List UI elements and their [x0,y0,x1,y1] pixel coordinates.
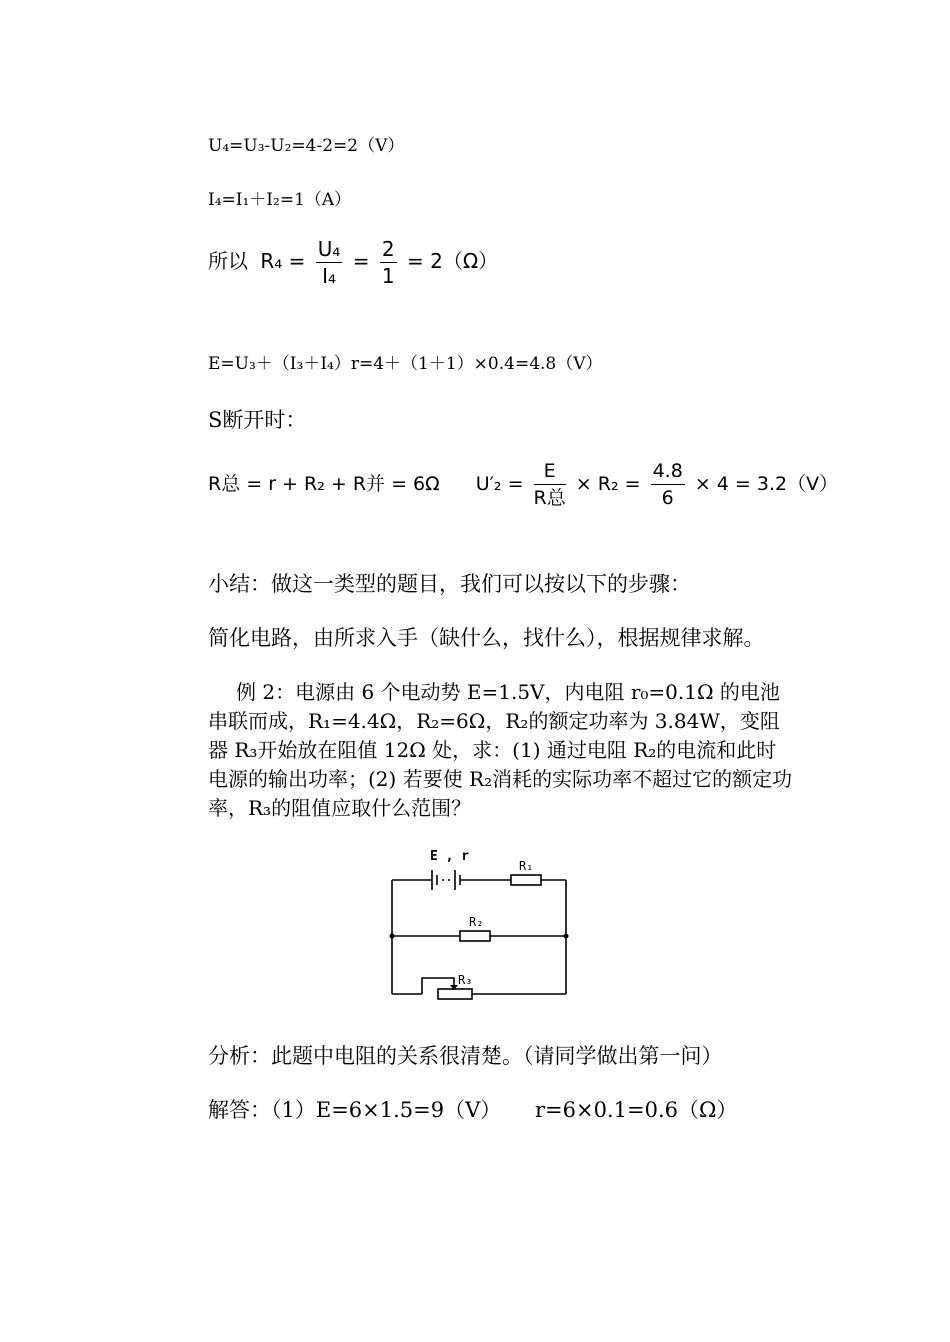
label-r2: R₂ [469,915,484,929]
eq-r-total: R总 = r + R₂ + R并 = 6Ω [208,473,440,495]
eq-r4-equals: = [352,249,370,273]
example-2: 例 2：电源由 6 个电动势 E=1.5V，内电阻 r₀=0.1Ω 的电池串联而成，R₁=4.4Ω，R₂=6Ω，R₂的额定功率为 3.84W，变阻器 R₃开始放在阻值 12Ω 处，求：(1) 通过电阻 R₂的电流和此时电源的输出功率；(2) 若要使 R₂消耗的实际功率不超过它的额定功率，R₃的阻值应取什么范围？ [208,680,793,820]
fraction-numerator: 2 [381,237,395,261]
fraction-denominator: R总 [533,487,566,509]
eq-r4-result: = 2（Ω） [406,249,499,273]
eq-r4-prefix: 所以 [208,249,248,273]
eq-u4: U₄=U₃-U₂=4-2=2（V） [208,136,405,156]
eq-r4-lhs: R₄ = [260,249,306,273]
eq-emf: E=U₃＋（I₃＋I₄）r=4＋（1＋1）×0.4=4.8（V） [208,354,603,374]
label-r3: R₃ [458,973,473,987]
eq-i4: I₄=I₁＋I₂=1（A） [208,190,352,210]
fraction-numerator: E [534,458,566,485]
eq-r4 [208,236,498,289]
summary: 小结：做这一类型的题目，我们可以按以下的步骤： [208,572,691,596]
switch-open-label: S断开时： [208,408,307,432]
fraction-2-1 [380,236,397,289]
fraction-e-rtotal [534,458,566,511]
eq-times-r2: × R₂ = [575,473,641,495]
answer-internal-resistance: r=6×0.1=0.6（Ω） [535,1098,738,1122]
circuit-diagram [380,842,580,1004]
junction-right [564,934,569,939]
fraction-denominator: I₄ [322,264,337,288]
junction-left [390,934,395,939]
analysis: 分析：此题中电阻的关系很清楚。（请同学做出第一问） [208,1044,723,1068]
fraction-denominator: 6 [661,487,674,509]
eq-u2-prime: U′₂ = [475,473,524,495]
answer-emf: 解答：（1）E=6×1.5=9（V） [208,1098,502,1122]
fraction-numerator: 4.8 [651,458,685,485]
resistor-r3 [438,989,472,999]
fraction-denominator: 1 [381,264,395,288]
eq-open-switch [208,458,838,511]
fraction-numerator: U₄ [317,237,341,261]
label-r1: R₁ [519,859,534,873]
fraction-4.8-6 [651,458,685,511]
solution-steps: 简化电路，由所求入手（缺什么，找什么），根据规律求解。 [208,626,765,650]
eq-result: × 4 = 3.2（V） [694,473,839,495]
label-source: E , r [430,849,470,864]
resistor-r1 [511,875,541,885]
resistor-r2 [460,931,490,941]
fraction-u4-i4 [316,236,343,289]
